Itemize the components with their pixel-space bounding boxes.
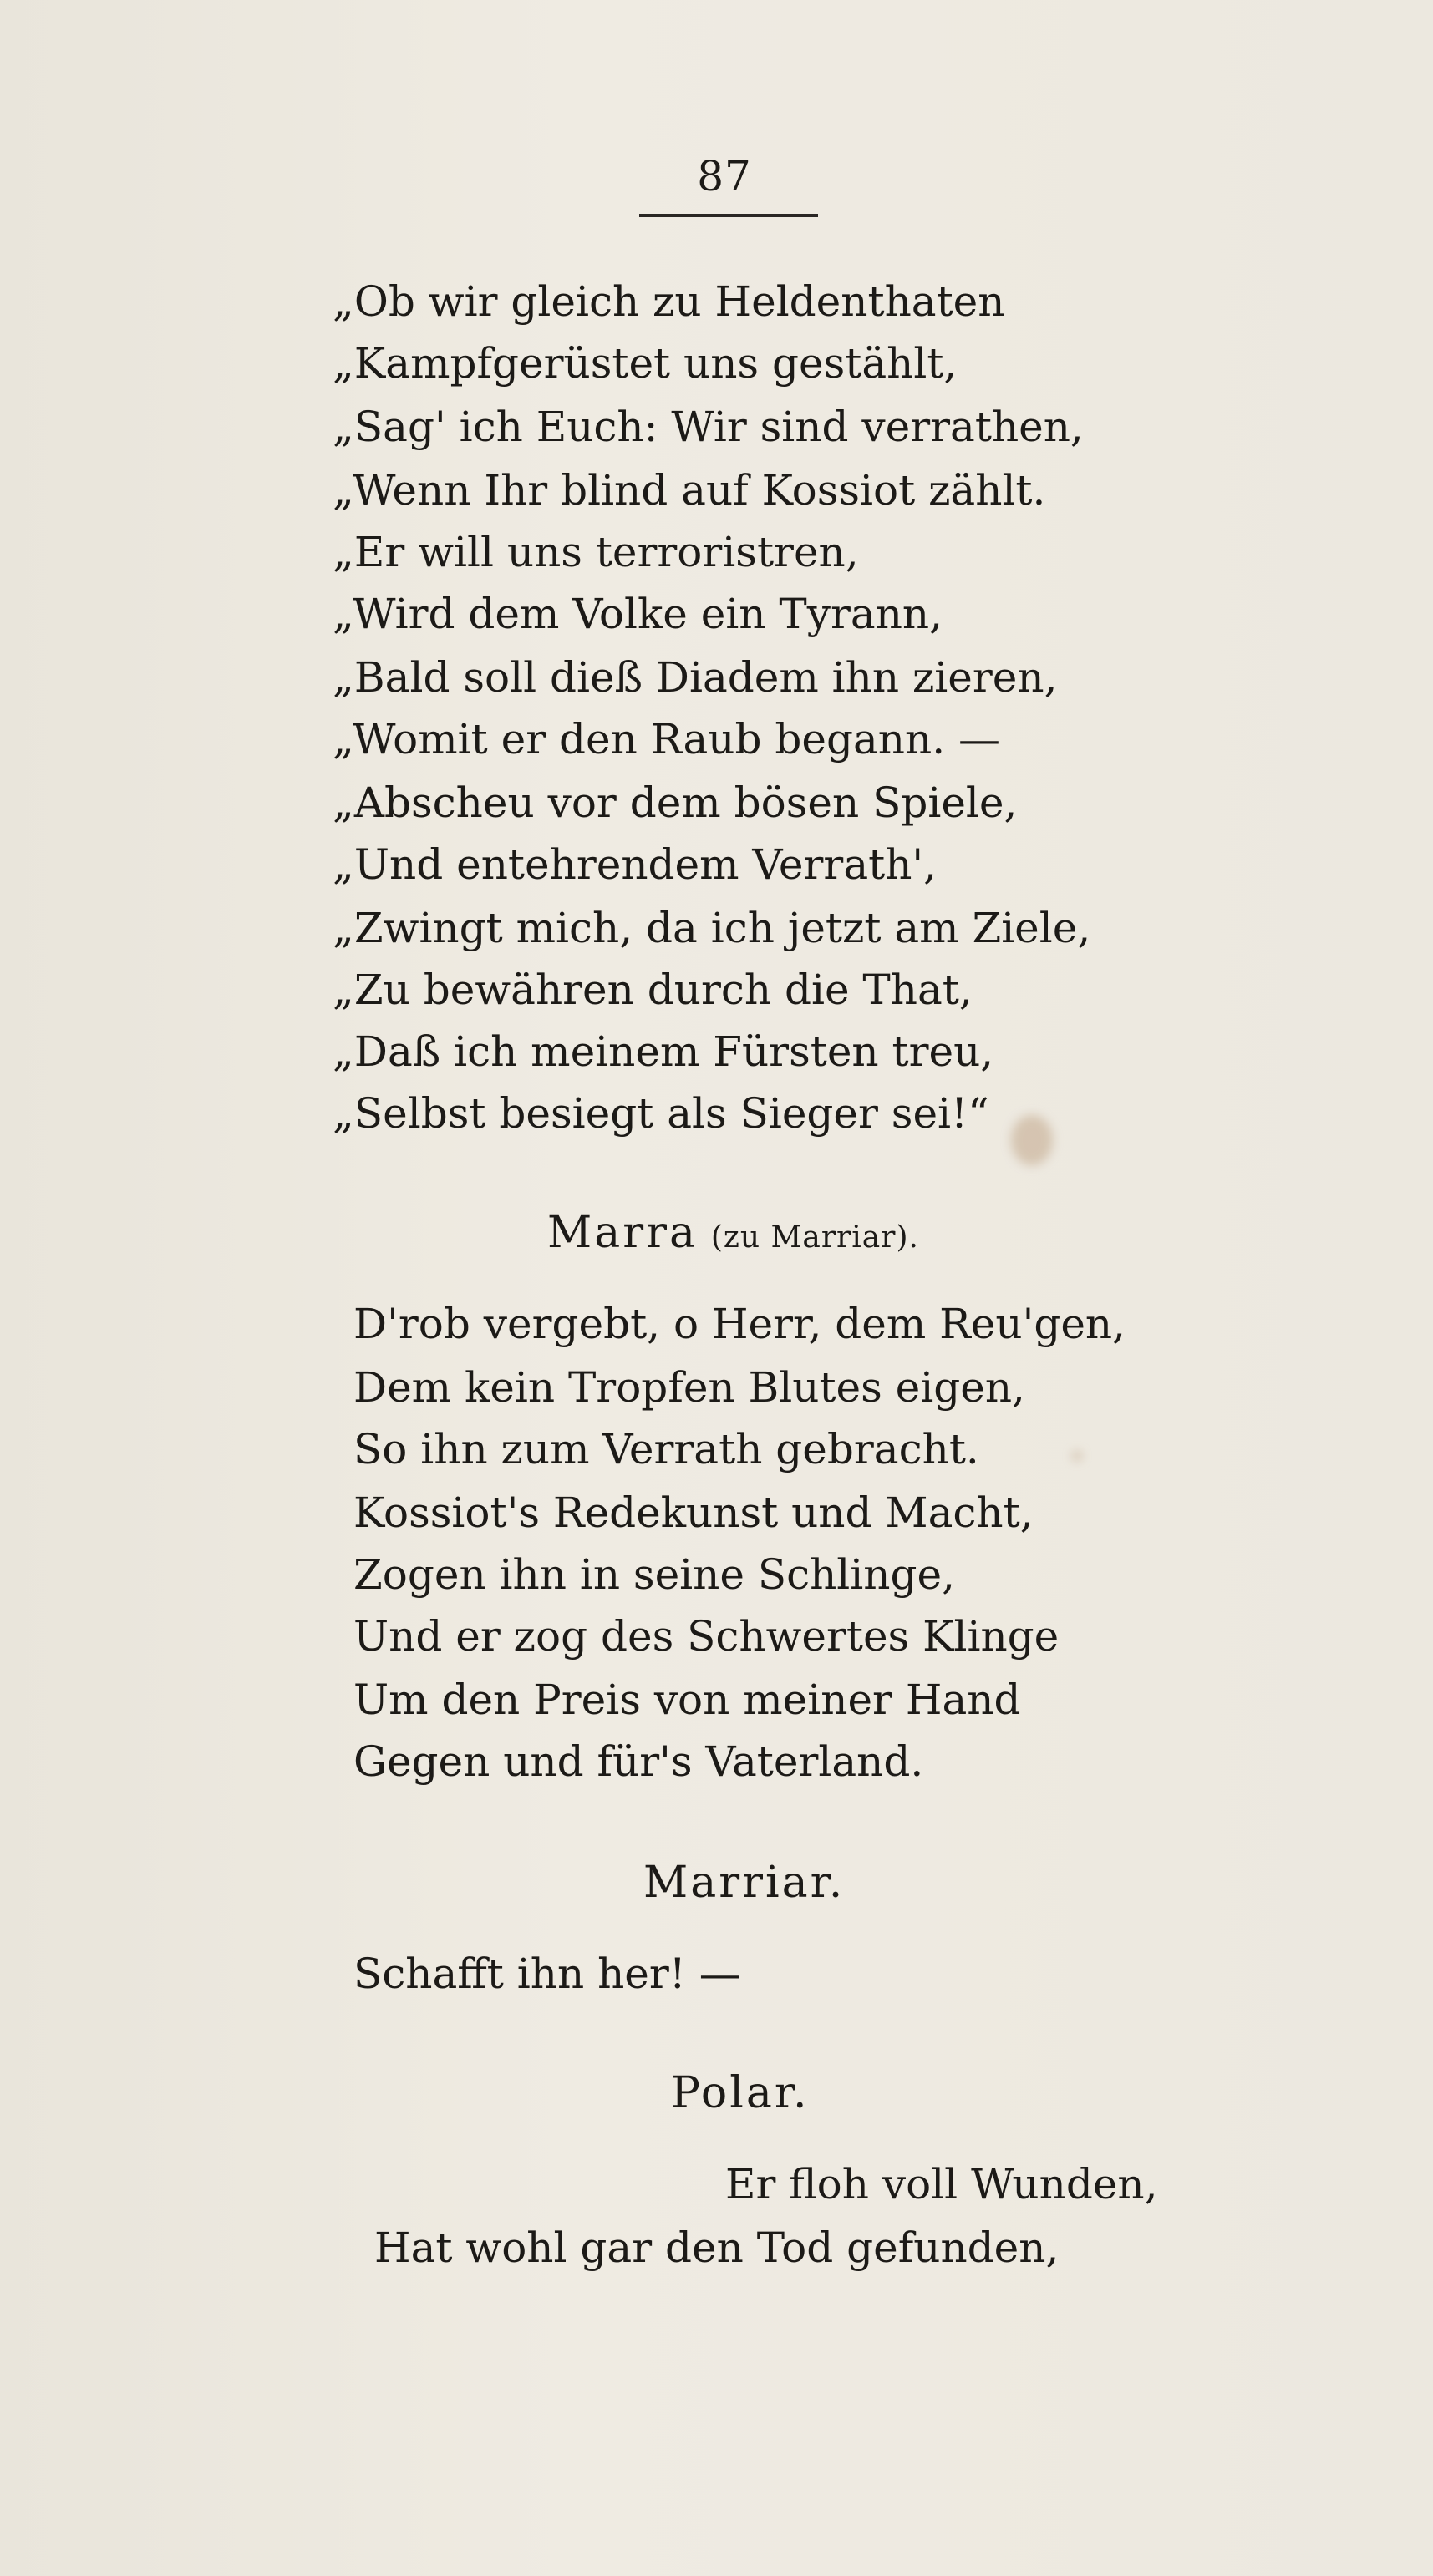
verse-line: „Und entehrendem Verrath', — [333, 840, 938, 889]
verse-line: Und er zog des Schwertes Klinge — [353, 1612, 1060, 1661]
verse-line: „Zu bewähren durch die That, — [333, 966, 973, 1014]
verse-line: Zogen ihn in seine Schlinge, — [353, 1550, 955, 1599]
verse-line: Gegen und für's Vaterland. — [353, 1737, 924, 1786]
verse-line: Kossiot's Redekunst und Macht, — [353, 1488, 1034, 1537]
verse-line: „Wird dem Volke ein Tyrann, — [333, 590, 943, 638]
verse-line: „Sag' ich Euch: Wir sind verrathen, — [333, 403, 1084, 451]
verse-line: „Ob wir gleich zu Heldenthaten — [333, 277, 1005, 326]
verse-line: Um den Preis von meiner Hand — [353, 1676, 1021, 1724]
verse-line: Schafft ihn her! — — [353, 1950, 741, 1998]
stage-direction: (zu Marriar). — [710, 1220, 919, 1255]
speaker-name: Polar. — [671, 2068, 810, 2118]
paper-spot — [1072, 1451, 1082, 1461]
verse-line: Hat wohl gar den Tod gefunden, — [374, 2224, 1060, 2272]
verse-line: Er floh voll Wunden, — [725, 2160, 1158, 2208]
verse-line: „Wenn Ihr blind auf Kossiot zählt. — [333, 466, 1046, 515]
paper-stain — [1011, 1115, 1053, 1165]
verse-line: So ihn zum Verrath gebracht. — [353, 1425, 979, 1473]
verse-line: „Abscheu vor dem bösen Spiele, — [333, 778, 1018, 827]
verse-line: Dem kein Tropfen Blutes eigen, — [353, 1363, 1025, 1412]
page-number: 87 — [697, 152, 752, 200]
speaker-heading — [547, 1208, 919, 1258]
verse-line: „Selbst besiegt als Sieger sei!“ — [333, 1089, 989, 1138]
verse-line: D'rob vergebt, o Herr, dem Reu'gen, — [353, 1300, 1126, 1348]
speaker-name: Marra — [547, 1208, 698, 1258]
speaker-name: Marriar. — [643, 1858, 846, 1908]
verse-line: „Zwingt mich, da ich jetzt am Ziele, — [333, 904, 1091, 952]
verse-line: „Kampfgerüstet uns gestählt, — [333, 339, 958, 388]
verse-line: „Er will uns terroristren, — [333, 528, 859, 576]
header-rule — [639, 214, 818, 217]
verse-line: „Womit er den Raub begann. — — [333, 715, 1000, 763]
verse-line: „Bald soll dieß Diadem ihn zieren, — [333, 653, 1058, 702]
verse-line: „Daß ich meinem Fürsten treu, — [333, 1027, 994, 1076]
